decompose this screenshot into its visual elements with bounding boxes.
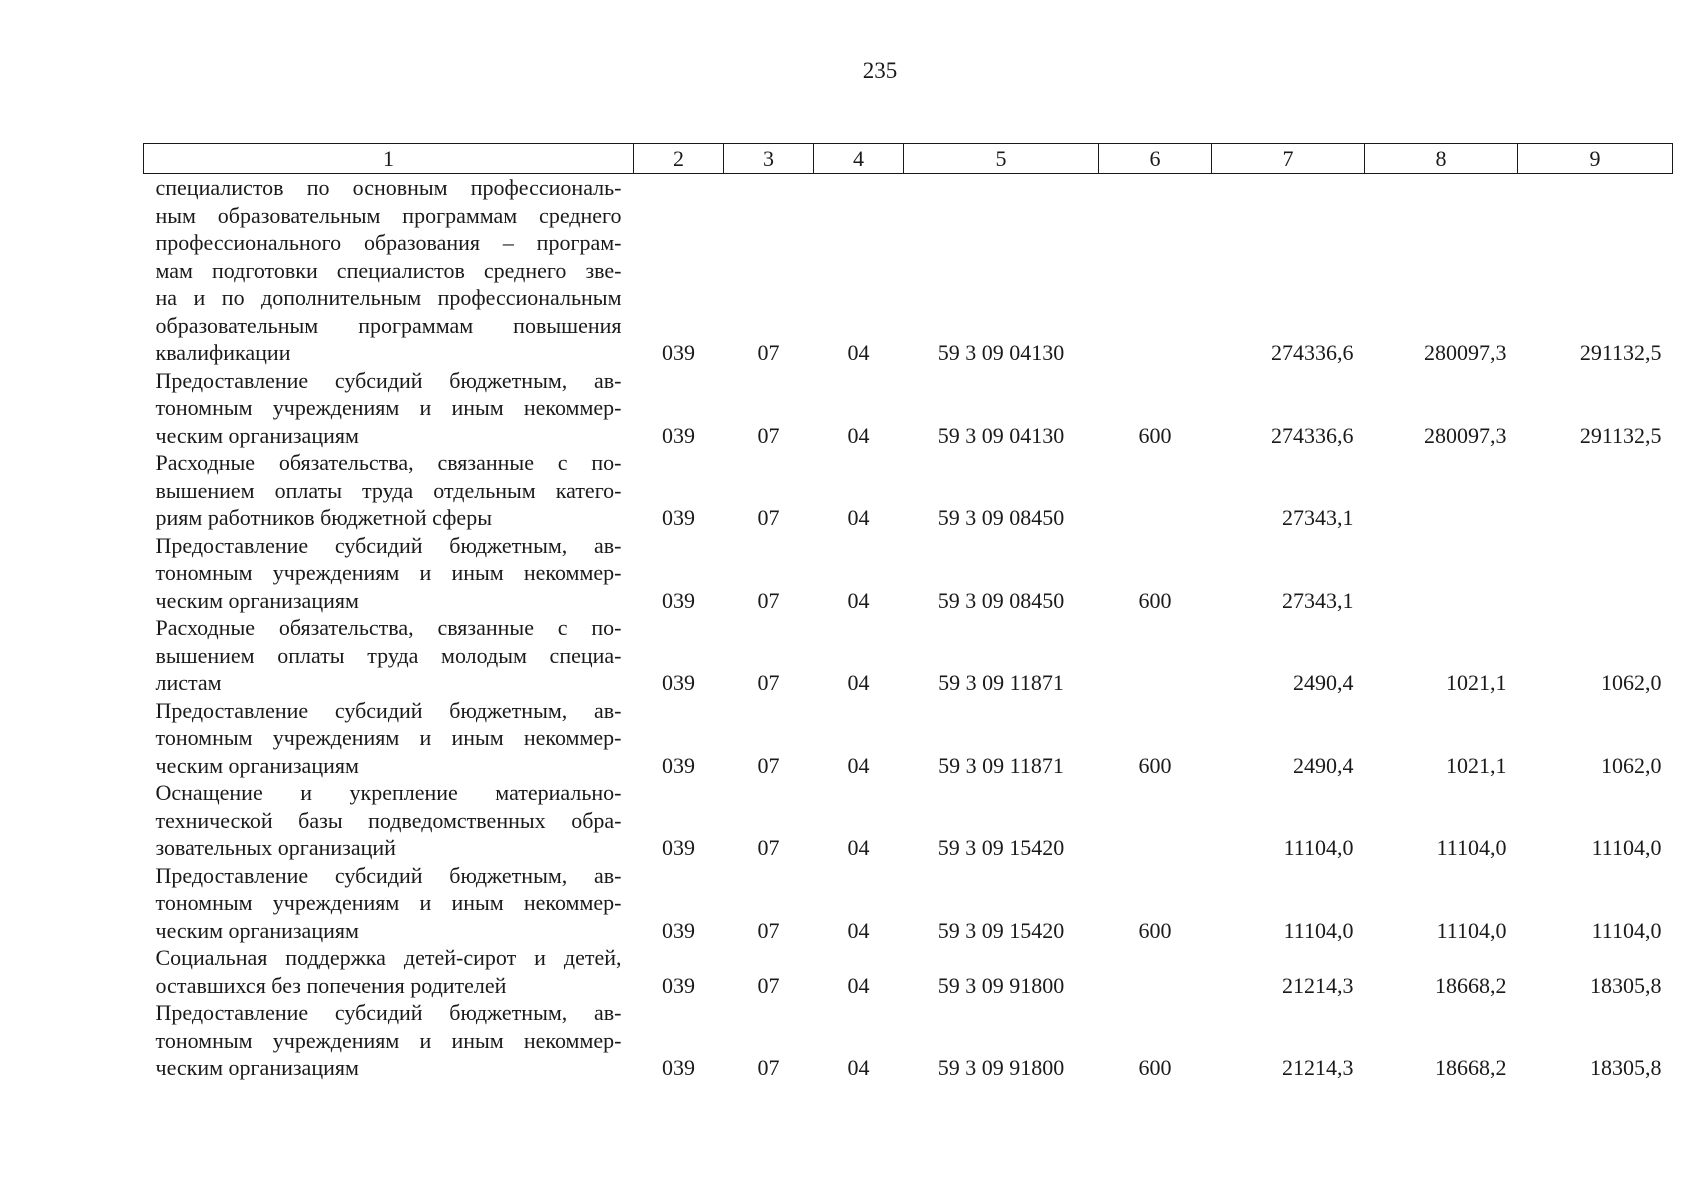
amount-year1-cell: 11104,0: [1283, 917, 1354, 943]
subsection-code-cell: 04: [847, 587, 870, 613]
description-cell: [144, 862, 634, 945]
header-col-2: 2: [634, 144, 724, 174]
description-line: Социальная поддержка детей-сирот и детей,: [155, 945, 622, 970]
description-line: ческим организациям: [155, 1055, 359, 1080]
description-line: вышением оплаты труда отдельным катего-: [155, 477, 622, 503]
table-row: [144, 779, 1673, 862]
budget-code-cell: 039: [662, 340, 695, 365]
subsection-code-cell: 04: [847, 917, 870, 943]
amount-year2-cell: 18668,2: [1435, 972, 1507, 998]
header-col-9: 9: [1518, 144, 1673, 174]
amount-year1-cell: 21214,3: [1282, 972, 1354, 998]
table-body: [144, 174, 1673, 1082]
header-row: [144, 144, 1673, 174]
table-row: [144, 999, 1673, 1082]
table-row: [144, 367, 1673, 450]
budget-code-cell: 039: [662, 1055, 695, 1080]
section-code-cell: 07: [757, 340, 780, 365]
section-code-cell: 07: [757, 1055, 780, 1080]
table-row: [144, 697, 1673, 780]
subsection-code-cell: 04: [847, 1055, 870, 1080]
description-line: Расходные обязательства, связанные с по-: [155, 615, 622, 640]
header-col-7: 7: [1212, 144, 1365, 174]
description-cell: [144, 532, 634, 615]
amount-year1-cell: 27343,1: [1282, 587, 1354, 613]
header-col-4: 4: [814, 144, 904, 174]
description-line: Предоставление субсидий бюджетным, ав-: [155, 367, 622, 393]
section-code-cell: 07: [757, 752, 780, 778]
expense-type-cell: 600: [1138, 422, 1172, 448]
description-cell: [144, 367, 634, 450]
budget-code-cell: 039: [662, 835, 695, 860]
amount-year1-cell: 27343,1: [1282, 505, 1354, 530]
amount-year3-cell: 1062,0: [1601, 670, 1662, 695]
description-line: образовательным программам повышения: [155, 312, 622, 338]
description-line: ческим организациям: [155, 587, 359, 613]
expense-type-cell: [1099, 174, 1212, 367]
description-cell: [144, 697, 634, 780]
amount-year3-cell: [1518, 532, 1673, 615]
subsection-code-cell: 04: [847, 972, 870, 998]
amount-year3-cell: 18305,8: [1590, 1055, 1662, 1080]
description-line: тономным учреждениям и иным некоммер-: [155, 395, 622, 420]
description-line: специалистов по основным профессиональ-: [155, 175, 622, 200]
amount-year3-cell: 291132,5: [1579, 422, 1662, 448]
description-cell: [144, 449, 634, 532]
description-line: ным образовательным программам среднего: [155, 202, 622, 228]
header-col-3: 3: [724, 144, 814, 174]
amount-year2-cell: 280097,3: [1424, 422, 1507, 448]
description-line: оставшихся без попечения родителей: [155, 972, 507, 998]
subsection-code-cell: 04: [847, 505, 870, 530]
subsection-code-cell: 04: [847, 340, 870, 365]
amount-year3-cell: 18305,8: [1590, 972, 1662, 998]
description-line: зовательных организаций: [155, 835, 396, 860]
target-article-cell: 59 3 09 11871: [938, 670, 1064, 695]
description-cell: [144, 779, 634, 862]
description-line: тономным учреждениям и иным некоммер-: [155, 560, 622, 585]
target-article-cell: 59 3 09 15420: [937, 917, 1065, 943]
description-line: Предоставление субсидий бюджетным, ав-: [155, 697, 622, 723]
page-number: 235: [862, 58, 898, 83]
table-row: [144, 449, 1673, 532]
amount-year2-cell: 11104,0: [1436, 835, 1507, 860]
budget-code-cell: 039: [662, 422, 695, 448]
budget-code-cell: 039: [662, 917, 695, 943]
description-line: технической базы подведомственных обра-: [155, 807, 622, 833]
description-line: мам подготовки специалистов среднего зве-: [155, 257, 622, 283]
section-code-cell: 07: [757, 505, 780, 530]
target-article-cell: 59 3 09 04130: [937, 340, 1065, 365]
description-cell: [144, 614, 634, 697]
description-line: Оснащение и укрепление материально-: [155, 780, 622, 805]
budget-code-cell: 039: [662, 670, 695, 695]
description-line: вышением оплаты труда молодым специа-: [155, 642, 622, 668]
amount-year3-cell: 11104,0: [1591, 835, 1662, 860]
amount-year3-cell: 291132,5: [1579, 340, 1662, 365]
amount-year2-cell: 1021,1: [1446, 670, 1507, 695]
subsection-code-cell: 04: [847, 422, 870, 448]
amount-year3-cell: 11104,0: [1591, 917, 1662, 943]
target-article-cell: 59 3 09 11871: [938, 752, 1064, 778]
target-article-cell: 59 3 09 08450: [937, 587, 1065, 613]
description-cell: [144, 174, 634, 367]
table-row: [144, 614, 1673, 697]
amount-year1-cell: 274336,6: [1271, 422, 1354, 448]
header-col-1: 1: [144, 144, 634, 174]
budget-table: [143, 143, 1673, 1082]
description-cell: [144, 944, 634, 999]
amount-year2-cell: [1365, 449, 1518, 532]
table-row: [144, 532, 1673, 615]
expense-type-cell: [1099, 449, 1212, 532]
amount-year1-cell: 274336,6: [1271, 340, 1354, 365]
expense-type-cell: [1099, 614, 1212, 697]
amount-year2-cell: 1021,1: [1446, 752, 1507, 778]
subsection-code-cell: 04: [847, 670, 870, 695]
description-line: тономным учреждениям и иным некоммер-: [155, 890, 622, 915]
description-line: ческим организациям: [155, 752, 359, 778]
target-article-cell: 59 3 09 91800: [937, 1055, 1065, 1080]
amount-year3-cell: [1518, 449, 1673, 532]
amount-year1-cell: 21214,3: [1282, 1055, 1354, 1080]
subsection-code-cell: 04: [847, 752, 870, 778]
amount-year2-cell: 18668,2: [1435, 1055, 1507, 1080]
description-line: риям работников бюджетной сферы: [155, 505, 492, 530]
header-col-5: 5: [904, 144, 1099, 174]
description-line: Предоставление субсидий бюджетным, ав-: [155, 862, 622, 888]
amount-year1-cell: 2490,4: [1293, 670, 1354, 695]
amount-year3-cell: 1062,0: [1601, 752, 1662, 778]
description-line: тономным учреждениям и иным некоммер-: [155, 1027, 622, 1053]
expense-type-cell: 600: [1138, 587, 1172, 613]
amount-year2-cell: 11104,0: [1436, 917, 1507, 943]
target-article-cell: 59 3 09 15420: [937, 835, 1065, 860]
description-line: ческим организациям: [155, 422, 359, 448]
expense-type-cell: 600: [1138, 752, 1172, 778]
description-line: профессионального образования – програм-: [155, 230, 622, 255]
description-line: Расходные обязательства, связанные с по-: [155, 450, 622, 475]
header-col-6: 6: [1099, 144, 1212, 174]
section-code-cell: 07: [757, 835, 780, 860]
expense-type-cell: 600: [1138, 1055, 1172, 1080]
description-line: квалификации: [155, 340, 291, 365]
section-code-cell: 07: [757, 972, 780, 998]
amount-year2-cell: 280097,3: [1424, 340, 1507, 365]
section-code-cell: 07: [757, 422, 780, 448]
expense-type-cell: [1099, 779, 1212, 862]
description-cell: [144, 999, 634, 1082]
expense-type-cell: 600: [1138, 917, 1172, 943]
amount-year2-cell: [1365, 532, 1518, 615]
description-line: листам: [155, 670, 222, 695]
target-article-cell: 59 3 09 91800: [937, 972, 1065, 998]
description-line: ческим организациям: [155, 917, 359, 943]
section-code-cell: 07: [757, 587, 780, 613]
subsection-code-cell: 04: [847, 835, 870, 860]
description-line: Предоставление субсидий бюджетным, ав-: [155, 1000, 622, 1025]
budget-code-cell: 039: [662, 972, 695, 998]
amount-year1-cell: 11104,0: [1283, 835, 1354, 860]
amount-year1-cell: 2490,4: [1293, 752, 1354, 778]
table-header: [144, 144, 1673, 174]
description-line: Предоставление субсидий бюджетным, ав-: [155, 532, 622, 558]
budget-code-cell: 039: [662, 587, 695, 613]
header-col-8: 8: [1365, 144, 1518, 174]
expense-type-cell: [1099, 944, 1212, 999]
budget-code-cell: 039: [662, 505, 695, 530]
table-row: [144, 174, 1673, 367]
table-row: [144, 944, 1673, 999]
target-article-cell: 59 3 09 08450: [937, 505, 1065, 530]
section-code-cell: 07: [757, 670, 780, 695]
description-line: на и по дополнительным профессиональным: [155, 285, 622, 310]
target-article-cell: 59 3 09 04130: [937, 422, 1065, 448]
description-line: тономным учреждениям и иным некоммер-: [155, 725, 622, 750]
section-code-cell: 07: [757, 917, 780, 943]
budget-code-cell: 039: [662, 752, 695, 778]
table-row: [144, 862, 1673, 945]
